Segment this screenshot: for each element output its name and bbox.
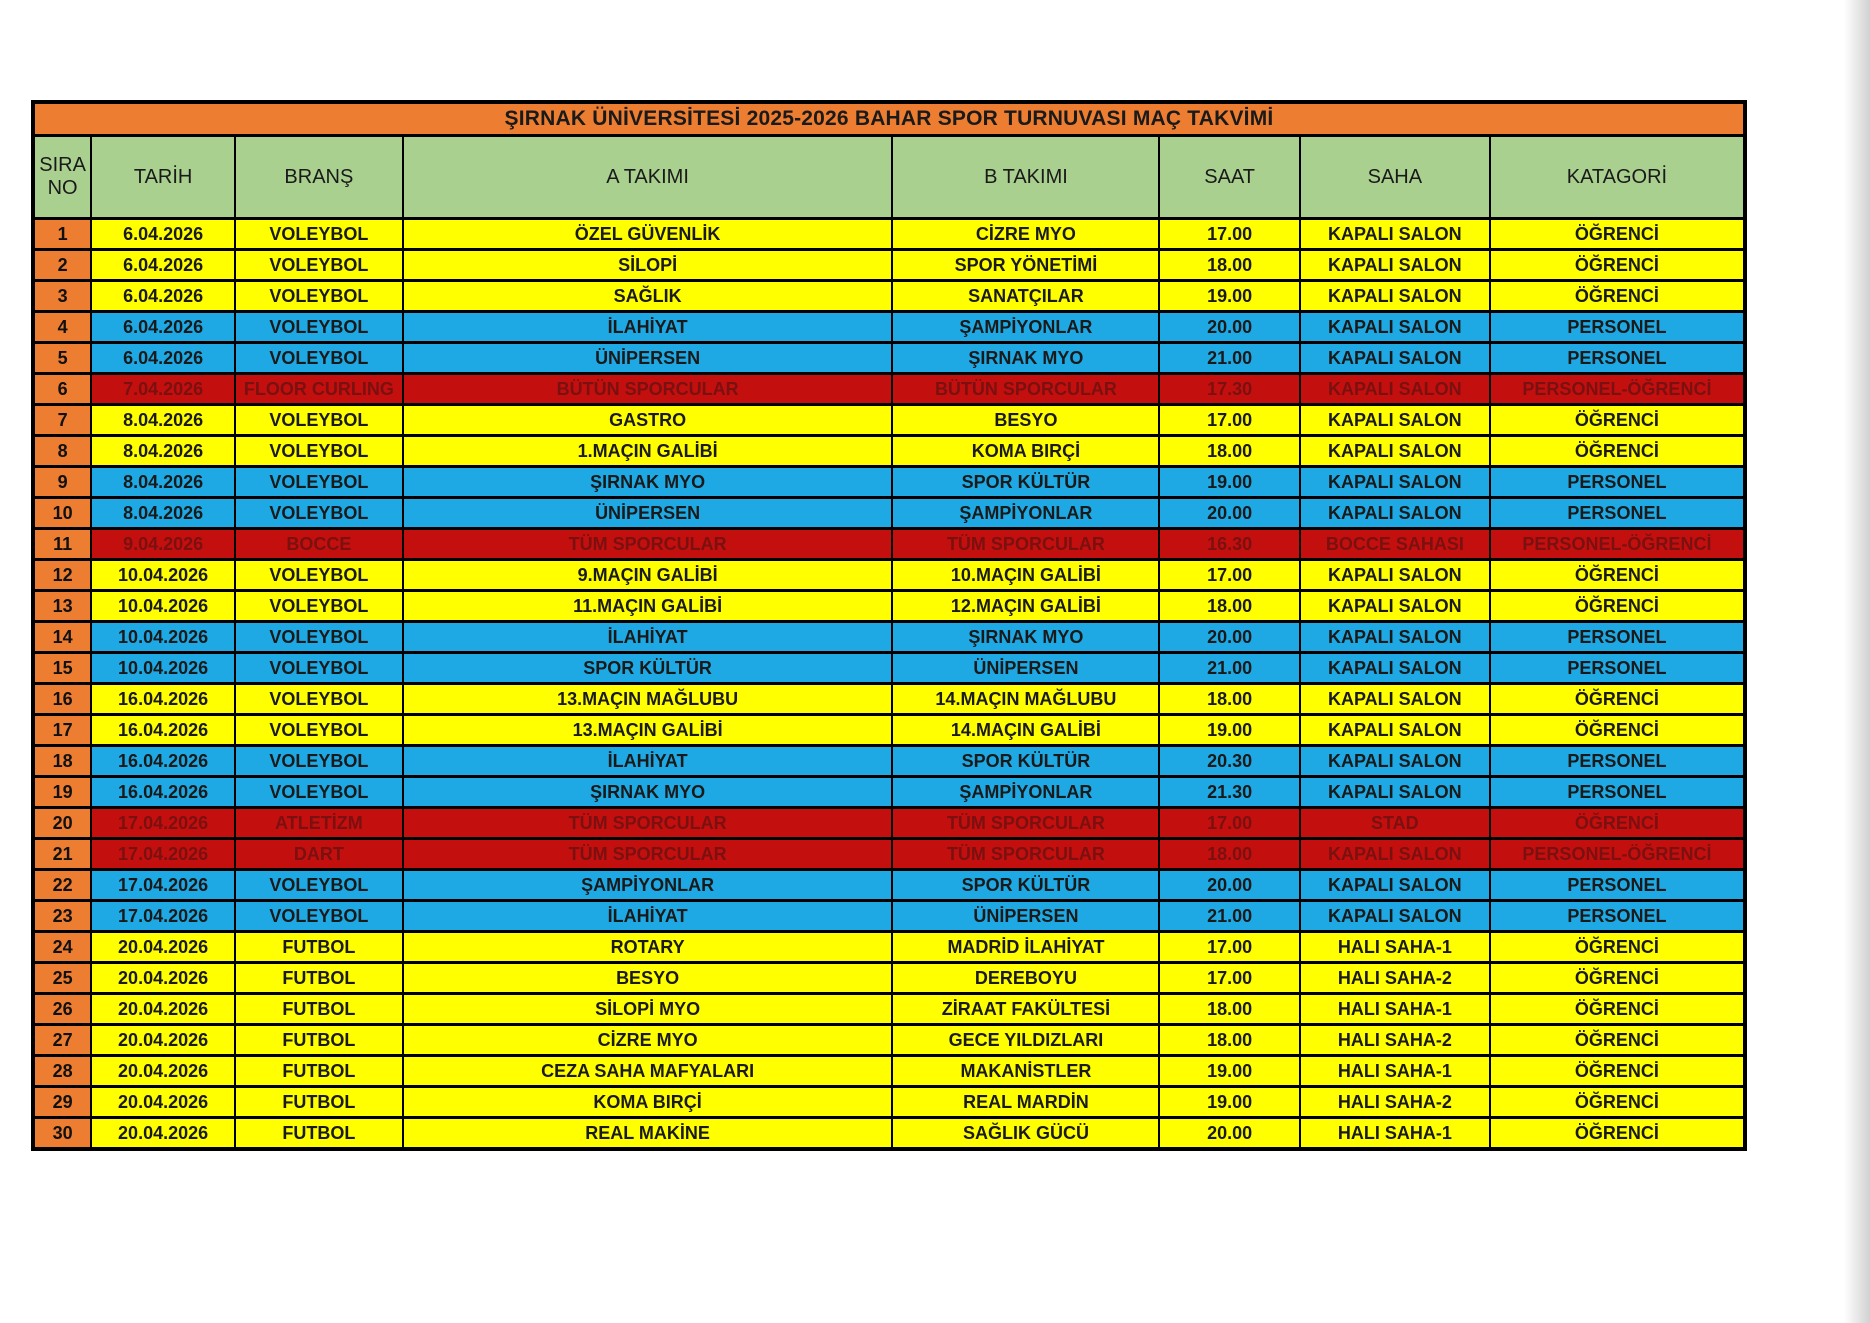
cell-saha: KAPALI SALON xyxy=(1300,839,1490,870)
table-title-row xyxy=(33,102,1745,136)
table-row xyxy=(33,498,1745,529)
cell-tarih: 16.04.2026 xyxy=(91,684,235,715)
cell-a-takimi: İLAHİYAT xyxy=(403,746,893,777)
table-row xyxy=(33,281,1745,312)
cell-a-takimi: ÖZEL GÜVENLİK xyxy=(403,219,893,250)
cell-b-takimi: ŞAMPİYONLAR xyxy=(892,312,1159,343)
cell-saat: 16.30 xyxy=(1159,529,1299,560)
cell-saha: KAPALI SALON xyxy=(1300,715,1490,746)
column-header-a-takimi: A TAKIMI xyxy=(403,136,893,219)
cell-saat: 18.00 xyxy=(1159,250,1299,281)
cell-katagori: PERSONEL xyxy=(1490,777,1745,808)
cell-no: 13 xyxy=(33,591,91,622)
cell-brans: VOLEYBOL xyxy=(235,591,403,622)
cell-a-takimi: SAĞLIK xyxy=(403,281,893,312)
table-row xyxy=(33,1056,1745,1087)
cell-saat: 18.00 xyxy=(1159,839,1299,870)
cell-saat: 21.00 xyxy=(1159,343,1299,374)
cell-katagori: PERSONEL xyxy=(1490,901,1745,932)
cell-brans: FUTBOL xyxy=(235,963,403,994)
cell-saha: HALI SAHA-1 xyxy=(1300,1056,1490,1087)
cell-tarih: 10.04.2026 xyxy=(91,622,235,653)
cell-brans: VOLEYBOL xyxy=(235,250,403,281)
cell-a-takimi: İLAHİYAT xyxy=(403,622,893,653)
cell-saat: 18.00 xyxy=(1159,591,1299,622)
cell-b-takimi: ŞAMPİYONLAR xyxy=(892,777,1159,808)
cell-b-takimi: TÜM SPORCULAR xyxy=(892,529,1159,560)
cell-saha: KAPALI SALON xyxy=(1300,560,1490,591)
cell-brans: FUTBOL xyxy=(235,994,403,1025)
cell-brans: VOLEYBOL xyxy=(235,312,403,343)
cell-b-takimi: BESYO xyxy=(892,405,1159,436)
cell-tarih: 6.04.2026 xyxy=(91,312,235,343)
cell-brans: VOLEYBOL xyxy=(235,498,403,529)
cell-saha: HALI SAHA-2 xyxy=(1300,1025,1490,1056)
cell-saat: 20.00 xyxy=(1159,498,1299,529)
cell-tarih: 20.04.2026 xyxy=(91,1118,235,1149)
cell-katagori: PERSONEL xyxy=(1490,870,1745,901)
cell-a-takimi: SPOR KÜLTÜR xyxy=(403,653,893,684)
cell-tarih: 20.04.2026 xyxy=(91,994,235,1025)
cell-saat: 19.00 xyxy=(1159,281,1299,312)
cell-a-takimi: 13.MAÇIN GALİBİ xyxy=(403,715,893,746)
cell-saha: KAPALI SALON xyxy=(1300,250,1490,281)
cell-tarih: 16.04.2026 xyxy=(91,746,235,777)
cell-tarih: 8.04.2026 xyxy=(91,467,235,498)
cell-b-takimi: KOMA BIRÇİ xyxy=(892,436,1159,467)
cell-saat: 20.00 xyxy=(1159,870,1299,901)
cell-saat: 21.00 xyxy=(1159,901,1299,932)
cell-no: 7 xyxy=(33,405,91,436)
cell-tarih: 17.04.2026 xyxy=(91,808,235,839)
cell-katagori: ÖĞRENCİ xyxy=(1490,715,1745,746)
cell-saha: KAPALI SALON xyxy=(1300,436,1490,467)
cell-brans: VOLEYBOL xyxy=(235,405,403,436)
cell-saha: KAPALI SALON xyxy=(1300,591,1490,622)
cell-a-takimi: ŞIRNAK MYO xyxy=(403,467,893,498)
cell-b-takimi: DEREBOYU xyxy=(892,963,1159,994)
table-row xyxy=(33,374,1745,405)
cell-katagori: ÖĞRENCİ xyxy=(1490,932,1745,963)
cell-katagori: PERSONEL-ÖĞRENCİ xyxy=(1490,529,1745,560)
table-row xyxy=(33,870,1745,901)
cell-brans: ATLETİZM xyxy=(235,808,403,839)
cell-b-takimi: ZİRAAT FAKÜLTESİ xyxy=(892,994,1159,1025)
cell-saha: KAPALI SALON xyxy=(1300,498,1490,529)
cell-katagori: ÖĞRENCİ xyxy=(1490,1056,1745,1087)
cell-no: 21 xyxy=(33,839,91,870)
cell-no: 3 xyxy=(33,281,91,312)
cell-b-takimi: ŞIRNAK MYO xyxy=(892,343,1159,374)
cell-brans: FUTBOL xyxy=(235,1118,403,1149)
cell-saat: 19.00 xyxy=(1159,715,1299,746)
cell-saat: 20.00 xyxy=(1159,1118,1299,1149)
cell-saat: 20.30 xyxy=(1159,746,1299,777)
cell-a-takimi: TÜM SPORCULAR xyxy=(403,808,893,839)
cell-katagori: ÖĞRENCİ xyxy=(1490,808,1745,839)
cell-brans: FLOOR CURLING xyxy=(235,374,403,405)
table-row xyxy=(33,219,1745,250)
cell-no: 28 xyxy=(33,1056,91,1087)
cell-b-takimi: SAĞLIK GÜCÜ xyxy=(892,1118,1159,1149)
cell-tarih: 10.04.2026 xyxy=(91,560,235,591)
cell-katagori: ÖĞRENCİ xyxy=(1490,1087,1745,1118)
table-row xyxy=(33,622,1745,653)
cell-saha: KAPALI SALON xyxy=(1300,405,1490,436)
match-schedule-table xyxy=(31,100,1747,1151)
cell-saat: 17.30 xyxy=(1159,374,1299,405)
table-row xyxy=(33,715,1745,746)
cell-katagori: PERSONEL xyxy=(1490,343,1745,374)
cell-no: 16 xyxy=(33,684,91,715)
cell-saat: 18.00 xyxy=(1159,436,1299,467)
cell-tarih: 17.04.2026 xyxy=(91,870,235,901)
column-header-tarih: TARİH xyxy=(91,136,235,219)
cell-brans: VOLEYBOL xyxy=(235,560,403,591)
cell-katagori: ÖĞRENCİ xyxy=(1490,219,1745,250)
cell-tarih: 6.04.2026 xyxy=(91,343,235,374)
table-row xyxy=(33,250,1745,281)
cell-saha: KAPALI SALON xyxy=(1300,870,1490,901)
column-header-brans: BRANŞ xyxy=(235,136,403,219)
cell-tarih: 17.04.2026 xyxy=(91,839,235,870)
cell-brans: VOLEYBOL xyxy=(235,653,403,684)
cell-b-takimi: ÜNİPERSEN xyxy=(892,653,1159,684)
table-row xyxy=(33,653,1745,684)
cell-tarih: 8.04.2026 xyxy=(91,498,235,529)
cell-tarih: 16.04.2026 xyxy=(91,777,235,808)
column-header-sira-no: SIRA NO xyxy=(33,136,91,219)
table-row xyxy=(33,467,1745,498)
cell-katagori: PERSONEL xyxy=(1490,746,1745,777)
table-row xyxy=(33,1118,1745,1149)
scan-edge-shadow xyxy=(1844,0,1870,1323)
cell-katagori: ÖĞRENCİ xyxy=(1490,591,1745,622)
cell-no: 17 xyxy=(33,715,91,746)
table-row xyxy=(33,436,1745,467)
cell-a-takimi: ROTARY xyxy=(403,932,893,963)
cell-tarih: 7.04.2026 xyxy=(91,374,235,405)
cell-saha: HALI SAHA-1 xyxy=(1300,994,1490,1025)
cell-a-takimi: 13.MAÇIN MAĞLUBU xyxy=(403,684,893,715)
cell-saha: BOCCE SAHASI xyxy=(1300,529,1490,560)
cell-katagori: ÖĞRENCİ xyxy=(1490,994,1745,1025)
cell-tarih: 20.04.2026 xyxy=(91,1087,235,1118)
cell-saha: KAPALI SALON xyxy=(1300,746,1490,777)
cell-katagori: PERSONEL xyxy=(1490,498,1745,529)
cell-tarih: 10.04.2026 xyxy=(91,591,235,622)
cell-katagori: PERSONEL xyxy=(1490,653,1745,684)
cell-brans: VOLEYBOL xyxy=(235,219,403,250)
cell-saat: 21.30 xyxy=(1159,777,1299,808)
cell-b-takimi: SPOR KÜLTÜR xyxy=(892,870,1159,901)
cell-katagori: ÖĞRENCİ xyxy=(1490,1118,1745,1149)
cell-saha: KAPALI SALON xyxy=(1300,281,1490,312)
schedule-sheet xyxy=(31,100,1747,1151)
cell-tarih: 6.04.2026 xyxy=(91,281,235,312)
cell-saha: HALI SAHA-2 xyxy=(1300,963,1490,994)
cell-no: 11 xyxy=(33,529,91,560)
cell-no: 8 xyxy=(33,436,91,467)
cell-b-takimi: SPOR YÖNETİMİ xyxy=(892,250,1159,281)
table-row xyxy=(33,591,1745,622)
table-row xyxy=(33,1087,1745,1118)
cell-a-takimi: ÜNİPERSEN xyxy=(403,498,893,529)
cell-saat: 20.00 xyxy=(1159,622,1299,653)
cell-tarih: 9.04.2026 xyxy=(91,529,235,560)
column-header-saha: SAHA xyxy=(1300,136,1490,219)
cell-no: 9 xyxy=(33,467,91,498)
cell-saha: KAPALI SALON xyxy=(1300,343,1490,374)
table-row xyxy=(33,839,1745,870)
cell-no: 1 xyxy=(33,219,91,250)
cell-saha: HALI SAHA-1 xyxy=(1300,932,1490,963)
cell-no: 29 xyxy=(33,1087,91,1118)
cell-katagori: PERSONEL-ÖĞRENCİ xyxy=(1490,374,1745,405)
cell-b-takimi: TÜM SPORCULAR xyxy=(892,839,1159,870)
cell-no: 30 xyxy=(33,1118,91,1149)
cell-no: 6 xyxy=(33,374,91,405)
cell-tarih: 6.04.2026 xyxy=(91,250,235,281)
cell-tarih: 10.04.2026 xyxy=(91,653,235,684)
cell-brans: BOCCE xyxy=(235,529,403,560)
cell-saha: KAPALI SALON xyxy=(1300,684,1490,715)
cell-no: 18 xyxy=(33,746,91,777)
cell-brans: VOLEYBOL xyxy=(235,622,403,653)
table-row xyxy=(33,994,1745,1025)
cell-tarih: 16.04.2026 xyxy=(91,715,235,746)
table-header-row xyxy=(33,136,1745,219)
cell-no: 24 xyxy=(33,932,91,963)
table-row xyxy=(33,312,1745,343)
cell-saat: 18.00 xyxy=(1159,994,1299,1025)
cell-saha: HALI SAHA-2 xyxy=(1300,1087,1490,1118)
cell-brans: DART xyxy=(235,839,403,870)
cell-saha: STAD xyxy=(1300,808,1490,839)
cell-saat: 17.00 xyxy=(1159,405,1299,436)
column-header-saat: SAAT xyxy=(1159,136,1299,219)
cell-saat: 20.00 xyxy=(1159,312,1299,343)
cell-a-takimi: KOMA BIRÇİ xyxy=(403,1087,893,1118)
cell-b-takimi: SANATÇILAR xyxy=(892,281,1159,312)
cell-b-takimi: REAL MARDİN xyxy=(892,1087,1159,1118)
cell-katagori: ÖĞRENCİ xyxy=(1490,1025,1745,1056)
cell-no: 19 xyxy=(33,777,91,808)
cell-katagori: ÖĞRENCİ xyxy=(1490,250,1745,281)
cell-a-takimi: 1.MAÇIN GALİBİ xyxy=(403,436,893,467)
table-row xyxy=(33,963,1745,994)
cell-saha: KAPALI SALON xyxy=(1300,374,1490,405)
cell-a-takimi: CEZA SAHA MAFYALARI xyxy=(403,1056,893,1087)
table-row xyxy=(33,560,1745,591)
cell-brans: VOLEYBOL xyxy=(235,870,403,901)
cell-no: 15 xyxy=(33,653,91,684)
table-row xyxy=(33,405,1745,436)
cell-b-takimi: 10.MAÇIN GALİBİ xyxy=(892,560,1159,591)
cell-no: 23 xyxy=(33,901,91,932)
cell-a-takimi: SİLOPİ xyxy=(403,250,893,281)
cell-katagori: ÖĞRENCİ xyxy=(1490,963,1745,994)
table-row xyxy=(33,684,1745,715)
cell-katagori: ÖĞRENCİ xyxy=(1490,281,1745,312)
cell-katagori: PERSONEL-ÖĞRENCİ xyxy=(1490,839,1745,870)
cell-katagori: ÖĞRENCİ xyxy=(1490,436,1745,467)
cell-katagori: PERSONEL xyxy=(1490,312,1745,343)
cell-brans: VOLEYBOL xyxy=(235,436,403,467)
cell-a-takimi: İLAHİYAT xyxy=(403,901,893,932)
cell-saha: KAPALI SALON xyxy=(1300,653,1490,684)
cell-b-takimi: CİZRE MYO xyxy=(892,219,1159,250)
column-header-katagori: KATAGORİ xyxy=(1490,136,1745,219)
cell-saat: 18.00 xyxy=(1159,1025,1299,1056)
cell-tarih: 20.04.2026 xyxy=(91,1056,235,1087)
cell-brans: VOLEYBOL xyxy=(235,715,403,746)
cell-a-takimi: 11.MAÇIN GALİBİ xyxy=(403,591,893,622)
cell-saat: 17.00 xyxy=(1159,932,1299,963)
table-row xyxy=(33,932,1745,963)
cell-saha: HALI SAHA-1 xyxy=(1300,1118,1490,1149)
cell-no: 22 xyxy=(33,870,91,901)
cell-tarih: 20.04.2026 xyxy=(91,963,235,994)
cell-b-takimi: ÜNİPERSEN xyxy=(892,901,1159,932)
cell-brans: VOLEYBOL xyxy=(235,777,403,808)
cell-brans: VOLEYBOL xyxy=(235,746,403,777)
cell-tarih: 17.04.2026 xyxy=(91,901,235,932)
cell-katagori: PERSONEL xyxy=(1490,467,1745,498)
cell-brans: VOLEYBOL xyxy=(235,281,403,312)
cell-b-takimi: BÜTÜN SPORCULAR xyxy=(892,374,1159,405)
cell-b-takimi: SPOR KÜLTÜR xyxy=(892,746,1159,777)
cell-no: 20 xyxy=(33,808,91,839)
cell-katagori: PERSONEL xyxy=(1490,622,1745,653)
cell-no: 26 xyxy=(33,994,91,1025)
cell-brans: FUTBOL xyxy=(235,932,403,963)
cell-a-takimi: TÜM SPORCULAR xyxy=(403,529,893,560)
cell-a-takimi: SİLOPİ MYO xyxy=(403,994,893,1025)
table-row xyxy=(33,901,1745,932)
cell-saat: 19.00 xyxy=(1159,1056,1299,1087)
cell-tarih: 8.04.2026 xyxy=(91,436,235,467)
cell-a-takimi: ŞIRNAK MYO xyxy=(403,777,893,808)
cell-saha: KAPALI SALON xyxy=(1300,467,1490,498)
cell-a-takimi: ÜNİPERSEN xyxy=(403,343,893,374)
cell-no: 2 xyxy=(33,250,91,281)
cell-a-takimi: ŞAMPİYONLAR xyxy=(403,870,893,901)
table-row xyxy=(33,746,1745,777)
cell-a-takimi: TÜM SPORCULAR xyxy=(403,839,893,870)
cell-saat: 17.00 xyxy=(1159,808,1299,839)
cell-saha: KAPALI SALON xyxy=(1300,901,1490,932)
cell-b-takimi: MAKANİSTLER xyxy=(892,1056,1159,1087)
cell-saat: 19.00 xyxy=(1159,467,1299,498)
cell-katagori: ÖĞRENCİ xyxy=(1490,684,1745,715)
cell-saat: 18.00 xyxy=(1159,684,1299,715)
cell-b-takimi: SPOR KÜLTÜR xyxy=(892,467,1159,498)
cell-tarih: 20.04.2026 xyxy=(91,932,235,963)
cell-b-takimi: ŞAMPİYONLAR xyxy=(892,498,1159,529)
cell-no: 27 xyxy=(33,1025,91,1056)
cell-b-takimi: 14.MAÇIN MAĞLUBU xyxy=(892,684,1159,715)
cell-saha: KAPALI SALON xyxy=(1300,312,1490,343)
cell-no: 14 xyxy=(33,622,91,653)
cell-brans: FUTBOL xyxy=(235,1087,403,1118)
cell-no: 4 xyxy=(33,312,91,343)
cell-no: 12 xyxy=(33,560,91,591)
cell-saat: 17.00 xyxy=(1159,963,1299,994)
cell-saha: KAPALI SALON xyxy=(1300,622,1490,653)
table-row xyxy=(33,1025,1745,1056)
table-row xyxy=(33,808,1745,839)
cell-a-takimi: 9.MAÇIN GALİBİ xyxy=(403,560,893,591)
table-row xyxy=(33,343,1745,374)
cell-b-takimi: ŞIRNAK MYO xyxy=(892,622,1159,653)
cell-a-takimi: BÜTÜN SPORCULAR xyxy=(403,374,893,405)
cell-brans: VOLEYBOL xyxy=(235,901,403,932)
cell-a-takimi: İLAHİYAT xyxy=(403,312,893,343)
cell-brans: VOLEYBOL xyxy=(235,343,403,374)
cell-tarih: 20.04.2026 xyxy=(91,1025,235,1056)
page-title: ŞIRNAK ÜNİVERSİTESİ 2025-2026 BAHAR SPOR TURNUVASI MAÇ TAKVİMİ xyxy=(33,102,1745,136)
cell-no: 10 xyxy=(33,498,91,529)
cell-katagori: ÖĞRENCİ xyxy=(1490,560,1745,591)
cell-saat: 17.00 xyxy=(1159,560,1299,591)
column-header-b-takimi: B TAKIMI xyxy=(892,136,1159,219)
cell-brans: VOLEYBOL xyxy=(235,684,403,715)
cell-b-takimi: TÜM SPORCULAR xyxy=(892,808,1159,839)
cell-no: 25 xyxy=(33,963,91,994)
cell-katagori: ÖĞRENCİ xyxy=(1490,405,1745,436)
cell-brans: VOLEYBOL xyxy=(235,467,403,498)
table-row xyxy=(33,777,1745,808)
cell-a-takimi: CİZRE MYO xyxy=(403,1025,893,1056)
cell-saha: KAPALI SALON xyxy=(1300,777,1490,808)
cell-no: 5 xyxy=(33,343,91,374)
cell-tarih: 8.04.2026 xyxy=(91,405,235,436)
cell-saat: 17.00 xyxy=(1159,219,1299,250)
cell-b-takimi: MADRİD İLAHİYAT xyxy=(892,932,1159,963)
cell-a-takimi: BESYO xyxy=(403,963,893,994)
cell-b-takimi: 12.MAÇIN GALİBİ xyxy=(892,591,1159,622)
cell-brans: FUTBOL xyxy=(235,1056,403,1087)
cell-saat: 19.00 xyxy=(1159,1087,1299,1118)
cell-a-takimi: REAL MAKİNE xyxy=(403,1118,893,1149)
cell-a-takimi: GASTRO xyxy=(403,405,893,436)
cell-tarih: 6.04.2026 xyxy=(91,219,235,250)
table-row xyxy=(33,529,1745,560)
cell-brans: FUTBOL xyxy=(235,1025,403,1056)
cell-b-takimi: GECE YILDIZLARI xyxy=(892,1025,1159,1056)
cell-saat: 21.00 xyxy=(1159,653,1299,684)
cell-b-takimi: 14.MAÇIN GALİBİ xyxy=(892,715,1159,746)
cell-saha: KAPALI SALON xyxy=(1300,219,1490,250)
